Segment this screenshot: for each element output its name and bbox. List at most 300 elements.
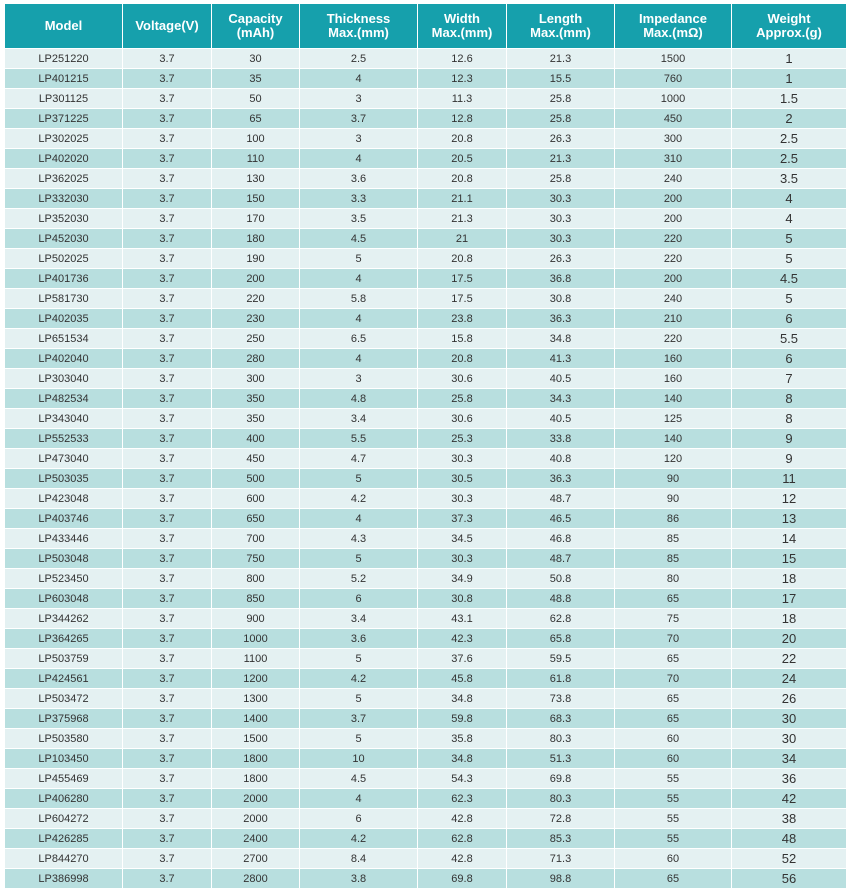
- cell-impedance: 55: [615, 789, 732, 809]
- cell-impedance: 65: [615, 649, 732, 669]
- table-row: [5, 589, 847, 609]
- cell-impedance: 450: [615, 109, 732, 129]
- cell-voltage: 3.7: [123, 709, 212, 729]
- table-row: [5, 509, 847, 529]
- cell-length: 33.8: [507, 429, 615, 449]
- table-row: [5, 469, 847, 489]
- cell-voltage: 3.7: [123, 849, 212, 869]
- cell-capacity: 170: [212, 209, 300, 229]
- cell-impedance: 140: [615, 429, 732, 449]
- table-row: [5, 649, 847, 669]
- cell-capacity: 220: [212, 289, 300, 309]
- cell-impedance: 55: [615, 809, 732, 829]
- cell-width: 20.8: [418, 169, 507, 189]
- cell-voltage: 3.7: [123, 89, 212, 109]
- header-width-line: Max.(mm): [431, 25, 493, 40]
- cell-impedance: 160: [615, 349, 732, 369]
- cell-weight: 9: [732, 449, 847, 469]
- cell-model: LP455469: [5, 769, 123, 789]
- table-row: [5, 49, 847, 69]
- cell-thickness: 3.4: [300, 609, 418, 629]
- cell-capacity: 1300: [212, 689, 300, 709]
- table-row: [5, 329, 847, 349]
- cell-weight: 4: [732, 209, 847, 229]
- cell-thickness: 3: [300, 369, 418, 389]
- table-row: [5, 189, 847, 209]
- cell-voltage: 3.7: [123, 149, 212, 169]
- cell-length: 98.8: [507, 869, 615, 889]
- table-row: [5, 629, 847, 649]
- cell-voltage: 3.7: [123, 409, 212, 429]
- cell-length: 30.3: [507, 209, 615, 229]
- cell-thickness: 3: [300, 129, 418, 149]
- cell-voltage: 3.7: [123, 49, 212, 69]
- cell-model: LP581730: [5, 289, 123, 309]
- cell-thickness: 6: [300, 809, 418, 829]
- cell-model: LP502025: [5, 249, 123, 269]
- cell-thickness: 4: [300, 269, 418, 289]
- cell-weight: 20: [732, 629, 847, 649]
- cell-thickness: 3.4: [300, 409, 418, 429]
- table-row: [5, 869, 847, 889]
- cell-voltage: 3.7: [123, 249, 212, 269]
- cell-width: 54.3: [418, 769, 507, 789]
- cell-length: 34.3: [507, 389, 615, 409]
- cell-capacity: 30: [212, 49, 300, 69]
- cell-model: LP401215: [5, 69, 123, 89]
- cell-voltage: 3.7: [123, 489, 212, 509]
- cell-length: 25.8: [507, 89, 615, 109]
- cell-weight: 5.5: [732, 329, 847, 349]
- cell-width: 62.8: [418, 829, 507, 849]
- cell-width: 20.8: [418, 249, 507, 269]
- cell-weight: 9: [732, 429, 847, 449]
- cell-capacity: 1500: [212, 729, 300, 749]
- cell-thickness: 5: [300, 549, 418, 569]
- cell-thickness: 3.3: [300, 189, 418, 209]
- cell-voltage: 3.7: [123, 229, 212, 249]
- cell-width: 34.9: [418, 569, 507, 589]
- header-voltage-line: Voltage(V): [135, 18, 199, 33]
- cell-width: 30.5: [418, 469, 507, 489]
- header-weight: [732, 4, 847, 49]
- cell-thickness: 4: [300, 149, 418, 169]
- cell-voltage: 3.7: [123, 269, 212, 289]
- cell-length: 40.5: [507, 369, 615, 389]
- cell-width: 20.8: [418, 349, 507, 369]
- cell-model: LP103450: [5, 749, 123, 769]
- cell-voltage: 3.7: [123, 809, 212, 829]
- cell-voltage: 3.7: [123, 569, 212, 589]
- cell-voltage: 3.7: [123, 769, 212, 789]
- cell-model: LP503035: [5, 469, 123, 489]
- cell-weight: 1: [732, 69, 847, 89]
- battery-spec-table-container: [4, 3, 846, 889]
- table-row: [5, 129, 847, 149]
- cell-length: 72.8: [507, 809, 615, 829]
- table-row: [5, 389, 847, 409]
- cell-length: 73.8: [507, 689, 615, 709]
- cell-thickness: 5: [300, 469, 418, 489]
- cell-capacity: 800: [212, 569, 300, 589]
- cell-capacity: 65: [212, 109, 300, 129]
- cell-weight: 15: [732, 549, 847, 569]
- cell-model: LP301125: [5, 89, 123, 109]
- cell-capacity: 130: [212, 169, 300, 189]
- cell-length: 21.3: [507, 149, 615, 169]
- cell-weight: 1: [732, 49, 847, 69]
- cell-model: LP473040: [5, 449, 123, 469]
- cell-model: LP844270: [5, 849, 123, 869]
- cell-voltage: 3.7: [123, 209, 212, 229]
- cell-voltage: 3.7: [123, 129, 212, 149]
- cell-impedance: 90: [615, 489, 732, 509]
- cell-thickness: 5: [300, 729, 418, 749]
- header-thickness: [300, 4, 418, 49]
- header-weight-line: Approx.(g): [756, 25, 822, 40]
- cell-capacity: 900: [212, 609, 300, 629]
- cell-width: 12.6: [418, 49, 507, 69]
- cell-impedance: 85: [615, 549, 732, 569]
- cell-impedance: 90: [615, 469, 732, 489]
- cell-impedance: 70: [615, 669, 732, 689]
- cell-width: 23.8: [418, 309, 507, 329]
- cell-weight: 13: [732, 509, 847, 529]
- cell-model: LP401736: [5, 269, 123, 289]
- cell-width: 17.5: [418, 269, 507, 289]
- cell-thickness: 4.3: [300, 529, 418, 549]
- cell-model: LP343040: [5, 409, 123, 429]
- cell-length: 48.8: [507, 589, 615, 609]
- cell-weight: 7: [732, 369, 847, 389]
- cell-capacity: 1000: [212, 629, 300, 649]
- cell-model: LP503580: [5, 729, 123, 749]
- cell-length: 36.8: [507, 269, 615, 289]
- cell-impedance: 55: [615, 769, 732, 789]
- cell-length: 25.8: [507, 109, 615, 129]
- cell-impedance: 55: [615, 829, 732, 849]
- cell-length: 48.7: [507, 489, 615, 509]
- cell-model: LP402040: [5, 349, 123, 369]
- cell-weight: 2.5: [732, 129, 847, 149]
- cell-thickness: 5.2: [300, 569, 418, 589]
- cell-length: 68.3: [507, 709, 615, 729]
- header-capacity: [212, 4, 300, 49]
- cell-weight: 14: [732, 529, 847, 549]
- cell-weight: 34: [732, 749, 847, 769]
- cell-length: 15.5: [507, 69, 615, 89]
- cell-impedance: 85: [615, 529, 732, 549]
- cell-length: 40.5: [507, 409, 615, 429]
- cell-voltage: 3.7: [123, 289, 212, 309]
- cell-capacity: 110: [212, 149, 300, 169]
- cell-thickness: 4: [300, 69, 418, 89]
- cell-weight: 18: [732, 569, 847, 589]
- cell-capacity: 100: [212, 129, 300, 149]
- cell-model: LP603048: [5, 589, 123, 609]
- cell-weight: 4.5: [732, 269, 847, 289]
- cell-impedance: 75: [615, 609, 732, 629]
- cell-thickness: 2.5: [300, 49, 418, 69]
- cell-model: LP503472: [5, 689, 123, 709]
- table-row: [5, 89, 847, 109]
- cell-thickness: 4.5: [300, 769, 418, 789]
- cell-voltage: 3.7: [123, 609, 212, 629]
- cell-impedance: 80: [615, 569, 732, 589]
- cell-width: 34.5: [418, 529, 507, 549]
- cell-capacity: 600: [212, 489, 300, 509]
- cell-width: 30.6: [418, 369, 507, 389]
- cell-voltage: 3.7: [123, 789, 212, 809]
- cell-width: 30.8: [418, 589, 507, 609]
- cell-impedance: 60: [615, 729, 732, 749]
- cell-length: 65.8: [507, 629, 615, 649]
- cell-voltage: 3.7: [123, 389, 212, 409]
- cell-thickness: 4: [300, 789, 418, 809]
- cell-weight: 5: [732, 229, 847, 249]
- cell-model: LP426285: [5, 829, 123, 849]
- table-row: [5, 229, 847, 249]
- cell-capacity: 180: [212, 229, 300, 249]
- cell-weight: 11: [732, 469, 847, 489]
- cell-thickness: 5: [300, 249, 418, 269]
- cell-capacity: 150: [212, 189, 300, 209]
- cell-weight: 2: [732, 109, 847, 129]
- cell-model: LP406280: [5, 789, 123, 809]
- cell-voltage: 3.7: [123, 309, 212, 329]
- cell-weight: 6: [732, 309, 847, 329]
- cell-capacity: 500: [212, 469, 300, 489]
- cell-length: 50.8: [507, 569, 615, 589]
- cell-length: 30.8: [507, 289, 615, 309]
- cell-model: LP386998: [5, 869, 123, 889]
- cell-impedance: 60: [615, 749, 732, 769]
- cell-width: 59.8: [418, 709, 507, 729]
- cell-width: 12.8: [418, 109, 507, 129]
- cell-voltage: 3.7: [123, 369, 212, 389]
- header-capacity-line: Capacity: [228, 11, 283, 26]
- table-row: [5, 349, 847, 369]
- cell-width: 34.8: [418, 689, 507, 709]
- cell-capacity: 750: [212, 549, 300, 569]
- cell-width: 17.5: [418, 289, 507, 309]
- cell-length: 85.3: [507, 829, 615, 849]
- cell-impedance: 65: [615, 709, 732, 729]
- table-row: [5, 829, 847, 849]
- cell-width: 42.8: [418, 809, 507, 829]
- cell-model: LP402035: [5, 309, 123, 329]
- cell-capacity: 2800: [212, 869, 300, 889]
- cell-thickness: 4: [300, 349, 418, 369]
- cell-length: 36.3: [507, 309, 615, 329]
- cell-impedance: 1000: [615, 89, 732, 109]
- cell-impedance: 70: [615, 629, 732, 649]
- header-thickness-line: Thickness: [326, 11, 391, 26]
- cell-thickness: 4.2: [300, 829, 418, 849]
- cell-weight: 3.5: [732, 169, 847, 189]
- cell-width: 21: [418, 229, 507, 249]
- cell-length: 80.3: [507, 729, 615, 749]
- cell-weight: 22: [732, 649, 847, 669]
- cell-thickness: 4: [300, 509, 418, 529]
- cell-weight: 5: [732, 249, 847, 269]
- table-row: [5, 689, 847, 709]
- cell-impedance: 310: [615, 149, 732, 169]
- cell-impedance: 200: [615, 209, 732, 229]
- cell-voltage: 3.7: [123, 349, 212, 369]
- cell-thickness: 4.7: [300, 449, 418, 469]
- table-row: [5, 289, 847, 309]
- cell-weight: 24: [732, 669, 847, 689]
- table-row: [5, 789, 847, 809]
- cell-voltage: 3.7: [123, 549, 212, 569]
- cell-weight: 5: [732, 289, 847, 309]
- cell-model: LP503759: [5, 649, 123, 669]
- cell-width: 20.5: [418, 149, 507, 169]
- table-row: [5, 749, 847, 769]
- cell-width: 11.3: [418, 89, 507, 109]
- cell-weight: 56: [732, 869, 847, 889]
- cell-length: 59.5: [507, 649, 615, 669]
- cell-thickness: 4.2: [300, 489, 418, 509]
- cell-length: 48.7: [507, 549, 615, 569]
- cell-voltage: 3.7: [123, 109, 212, 129]
- cell-thickness: 5: [300, 689, 418, 709]
- cell-model: LP482534: [5, 389, 123, 409]
- cell-impedance: 65: [615, 589, 732, 609]
- header-capacity-line: (mAh): [236, 25, 275, 40]
- cell-impedance: 200: [615, 269, 732, 289]
- header-impedance-line: Max.(mΩ): [643, 25, 703, 40]
- cell-impedance: 220: [615, 229, 732, 249]
- cell-length: 71.3: [507, 849, 615, 869]
- table-row: [5, 249, 847, 269]
- cell-thickness: 5.5: [300, 429, 418, 449]
- cell-capacity: 2700: [212, 849, 300, 869]
- cell-length: 36.3: [507, 469, 615, 489]
- cell-width: 37.3: [418, 509, 507, 529]
- cell-width: 30.3: [418, 489, 507, 509]
- cell-length: 69.8: [507, 769, 615, 789]
- cell-weight: 42: [732, 789, 847, 809]
- cell-weight: 52: [732, 849, 847, 869]
- cell-weight: 17: [732, 589, 847, 609]
- cell-weight: 36: [732, 769, 847, 789]
- cell-weight: 12: [732, 489, 847, 509]
- header-impedance: [615, 4, 732, 49]
- cell-model: LP375968: [5, 709, 123, 729]
- cell-impedance: 300: [615, 129, 732, 149]
- header-thickness-line: Max.(mm): [328, 25, 389, 40]
- table-row: [5, 209, 847, 229]
- cell-capacity: 700: [212, 529, 300, 549]
- table-row: [5, 569, 847, 589]
- cell-width: 42.3: [418, 629, 507, 649]
- cell-model: LP362025: [5, 169, 123, 189]
- cell-length: 34.8: [507, 329, 615, 349]
- cell-model: LP452030: [5, 229, 123, 249]
- cell-voltage: 3.7: [123, 869, 212, 889]
- cell-capacity: 1400: [212, 709, 300, 729]
- header-length-line: Length: [538, 11, 583, 26]
- cell-weight: 1.5: [732, 89, 847, 109]
- cell-thickness: 10: [300, 749, 418, 769]
- table-row: [5, 169, 847, 189]
- cell-voltage: 3.7: [123, 649, 212, 669]
- cell-thickness: 3.7: [300, 109, 418, 129]
- table-row: [5, 669, 847, 689]
- header-model-line: Model: [44, 18, 83, 33]
- table-row: [5, 449, 847, 469]
- table-row: [5, 729, 847, 749]
- cell-weight: 30: [732, 729, 847, 749]
- cell-capacity: 250: [212, 329, 300, 349]
- cell-voltage: 3.7: [123, 449, 212, 469]
- cell-capacity: 350: [212, 389, 300, 409]
- cell-width: 34.8: [418, 749, 507, 769]
- cell-width: 45.8: [418, 669, 507, 689]
- cell-model: LP402020: [5, 149, 123, 169]
- cell-thickness: 5.8: [300, 289, 418, 309]
- cell-impedance: 210: [615, 309, 732, 329]
- cell-model: LP523450: [5, 569, 123, 589]
- table-row: [5, 269, 847, 289]
- cell-model: LP651534: [5, 329, 123, 349]
- cell-voltage: 3.7: [123, 509, 212, 529]
- cell-weight: 26: [732, 689, 847, 709]
- cell-thickness: 4: [300, 309, 418, 329]
- cell-voltage: 3.7: [123, 829, 212, 849]
- cell-capacity: 1200: [212, 669, 300, 689]
- cell-model: LP433446: [5, 529, 123, 549]
- table-row: [5, 109, 847, 129]
- cell-capacity: 300: [212, 369, 300, 389]
- cell-weight: 30: [732, 709, 847, 729]
- battery-spec-table: [4, 3, 847, 889]
- cell-capacity: 850: [212, 589, 300, 609]
- cell-voltage: 3.7: [123, 329, 212, 349]
- cell-impedance: 65: [615, 689, 732, 709]
- cell-width: 20.8: [418, 129, 507, 149]
- cell-width: 35.8: [418, 729, 507, 749]
- cell-impedance: 220: [615, 329, 732, 349]
- cell-thickness: 8.4: [300, 849, 418, 869]
- cell-weight: 6: [732, 349, 847, 369]
- cell-voltage: 3.7: [123, 69, 212, 89]
- cell-length: 62.8: [507, 609, 615, 629]
- cell-thickness: 4.2: [300, 669, 418, 689]
- table-row: [5, 69, 847, 89]
- cell-model: LP424561: [5, 669, 123, 689]
- header-width-line: Width: [444, 11, 480, 26]
- cell-width: 30.3: [418, 549, 507, 569]
- header-length-line: Max.(mm): [530, 25, 591, 40]
- cell-impedance: 240: [615, 289, 732, 309]
- cell-model: LP552533: [5, 429, 123, 449]
- cell-length: 51.3: [507, 749, 615, 769]
- cell-width: 30.6: [418, 409, 507, 429]
- cell-thickness: 3.6: [300, 169, 418, 189]
- cell-weight: 48: [732, 829, 847, 849]
- header-voltage: [123, 4, 212, 49]
- cell-length: 30.3: [507, 189, 615, 209]
- cell-width: 69.8: [418, 869, 507, 889]
- cell-voltage: 3.7: [123, 469, 212, 489]
- cell-thickness: 4.5: [300, 229, 418, 249]
- cell-length: 41.3: [507, 349, 615, 369]
- table-row: [5, 809, 847, 829]
- cell-capacity: 190: [212, 249, 300, 269]
